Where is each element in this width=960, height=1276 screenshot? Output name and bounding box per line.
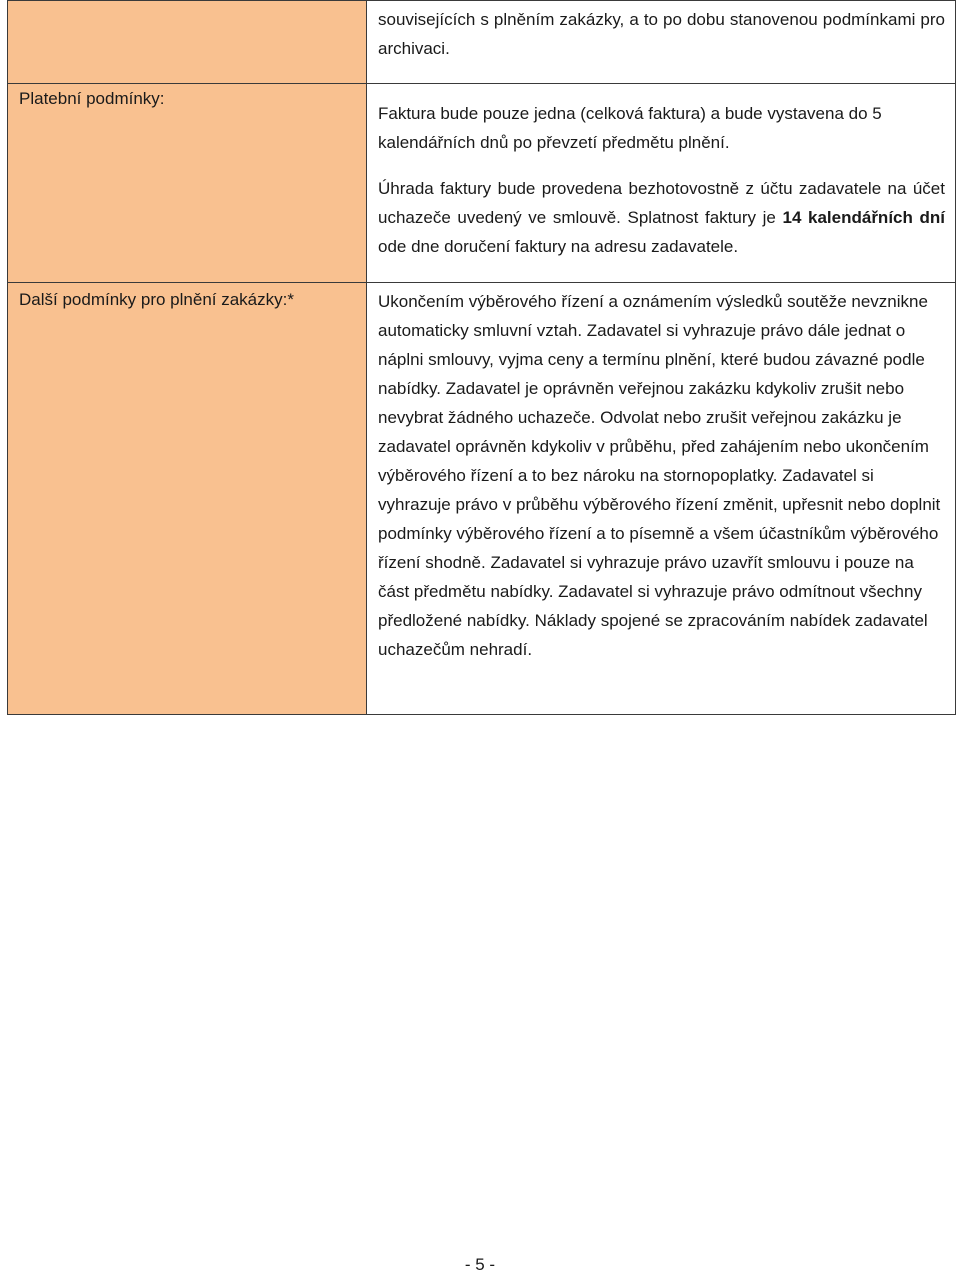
archive-value-cell bbox=[367, 1, 956, 84]
payment-paragraph-2 bbox=[367, 157, 955, 265]
page-number: - 5 - bbox=[464, 1255, 496, 1274]
table-row-payment bbox=[8, 84, 956, 283]
payment-paragraph-1: Faktura bude pouze jedna (celková faktura) a bude vystavena do 5 kalendářních dnů po převzetí předmětu plnění. bbox=[378, 104, 882, 152]
payment-paragraph-2-start: Úhrada faktury bude provedena bezhotovostně z účtu zadavatele na účet uchazeče uvedený ve smlouvě. Splatnost faktury je bbox=[378, 179, 945, 227]
conditions-table bbox=[7, 0, 956, 715]
further-text: Ukončením výběrového řízení a oznámením výsledků soutěže nevznikne automaticky smluvní vztah. Zadavatel si vyhrazuje právo dále jednat o náplni smlouvy, vyjma ceny a termínu plnění, které budou závazné podle nabídky. Zadavatel je oprávněn veřejnou zakázku kdykoliv zrušit nebo nevybrat žádného uchazeče. Odvolat nebo zrušit veřejnou zakázku je zadavatel oprávněn kdykoliv v průběhu, před zahájením nebo ukončením výběrového řízení a to bez nároku na stornopoplatky. Zadavatel si vyhrazuje právo v průběhu výběrového řízení změnit, upřesnit nebo doplnit podmínky výběrového řízení a to písemně a všem účastníkům výběrového řízení shodně. Zadavatel si vyhrazuje právo uzavřít smlouvu i pouze na část předmětu nabídky. Zadavatel si vyhrazuje právo odmítnout všechny předložené nabídky. Náklady spojené se zpracováním nabídek zadavatel uchazečům nehradí. bbox=[378, 292, 941, 659]
payment-value-cell bbox=[367, 84, 956, 283]
payment-label-cell bbox=[8, 84, 367, 283]
table-row-archive bbox=[8, 1, 956, 84]
further-label: Další podmínky pro plnění zakázky:* bbox=[19, 290, 294, 309]
further-label-cell bbox=[8, 283, 367, 715]
payment-paragraph-2-end: ode dne doručení faktury na adresu zadavatele. bbox=[378, 237, 739, 256]
table-row-further-conditions bbox=[8, 283, 956, 715]
further-value-cell bbox=[367, 283, 956, 715]
payment-due-days: 14 kalendářních dní bbox=[782, 208, 945, 227]
archive-text: souvisejících s plněním zakázky, a to po dobu stanovenou podmínkami pro archivaci. bbox=[378, 10, 945, 58]
payment-label: Platební podmínky: bbox=[19, 89, 165, 108]
label-cell-empty bbox=[8, 1, 367, 84]
